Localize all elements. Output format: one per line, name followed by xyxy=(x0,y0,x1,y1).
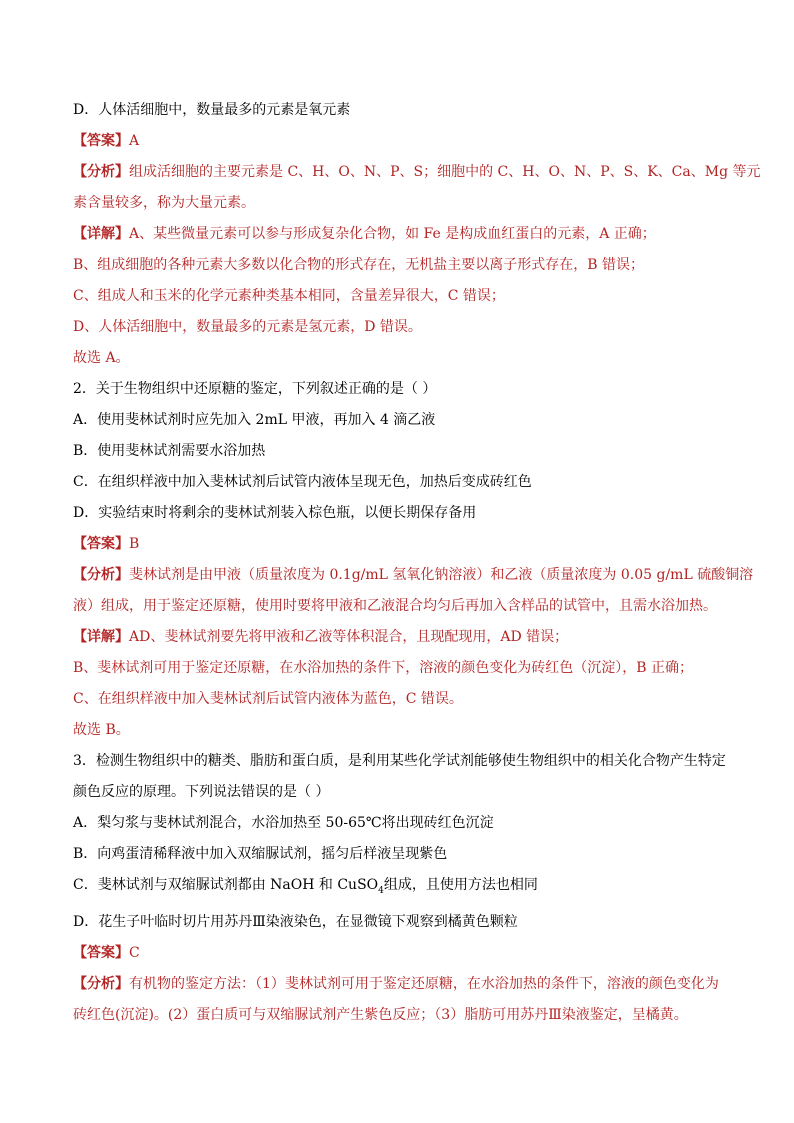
analysis-text: 组成活细胞的主要元素是 C、H、O、N、P、S；细胞中的 C、H、O、N、P、S、K、Ca、Mg 等元 xyxy=(129,164,761,180)
q1-analysis-line-2: 素含量较多，称为大量元素。 xyxy=(73,195,255,211)
analysis-tag: 【分析】 xyxy=(73,975,129,992)
detail-tag: 【详解】 xyxy=(73,226,129,242)
q2-analysis-line-1 xyxy=(73,566,754,584)
q2-conclusion: 故选 B。 xyxy=(73,722,130,738)
q3-stem-line-2: 颜色反应的原理。下列说法错误的是（ ） xyxy=(73,784,330,800)
q1-answer xyxy=(73,132,727,150)
detail-tag: 【详解】 xyxy=(73,629,129,645)
q1-detail-line-2: B、组成细胞的各种元素大多数以化合物的形式存在，无机盐主要以离子形式存在，B 错误； xyxy=(73,257,645,273)
q3-stem-line-1: 3．检测生物组织中的糖类、脂肪和蛋白质，是利用某些化学试剂能够使生物组织中的相关化合物产生特定 xyxy=(73,753,726,769)
answer-value: C xyxy=(129,944,140,961)
analysis-text: 斐林试剂是由甲液（质量浓度为 0.1g/mL 氢氧化钠溶液）和乙液（质量浓度为 0.05 g/mL 硫酸铜溶 xyxy=(129,567,754,583)
q2-option-d: D．实验结束时将剩余的斐林试剂装入棕色瓶，以便长期保存备用 xyxy=(73,505,477,521)
detail-text: AD、斐林试剂要先将甲液和乙液等体积混合，且现配现用，AD 错误； xyxy=(129,629,569,645)
q1-conclusion: 故选 A。 xyxy=(73,350,130,366)
answer-tag: 【答案】 xyxy=(73,536,129,552)
q1-detail-line-4: D、人体活细胞中，数量最多的元素是氢元素，D 错误。 xyxy=(73,319,422,335)
q3-option-c xyxy=(73,876,727,900)
q2-detail-line-1 xyxy=(73,628,727,646)
q3-analysis-line-1 xyxy=(73,975,727,993)
answer-tag: 【答案】 xyxy=(73,944,129,961)
q3-option-a: A．梨匀浆与斐林试剂混合，水浴加热至 50-65℃将出现砖红色沉淀 xyxy=(73,815,494,831)
answer-tag: 【答案】 xyxy=(73,133,129,149)
q2-stem: 2．关于生物组织中还原糖的鉴定，下列叙述正确的是（ ） xyxy=(73,381,437,397)
detail-text: A、某些微量元素可以参与形成复杂化合物，如 Fe 是构成血红蛋白的元素，A 正确； xyxy=(129,226,656,242)
q1-analysis-line-1 xyxy=(73,163,761,181)
q2-analysis-line-2: 液）组成，用于鉴定还原糖，使用时要将甲液和乙液混合均匀后再加入含样品的试管中，且需水浴加热。 xyxy=(73,598,717,614)
q1-option-d: D．人体活细胞中，数量最多的元素是氧元素 xyxy=(73,102,351,118)
q1-detail-line-3: C、组成人和玉米的化学元素种类基本相同，含量差异很大，C 错误； xyxy=(73,288,505,304)
q3-option-c-text: C．斐林试剂与双缩脲试剂都由 NaOH 和 CuSO xyxy=(73,877,379,893)
analysis-text: 有机物的鉴定方法：（1）斐林试剂可用于鉴定还原糖，在水浴加热的条件下，溶液的颜色变化为 xyxy=(129,975,719,992)
answer-value: B xyxy=(129,536,140,552)
q2-option-b: B．使用斐林试剂需要水浴加热 xyxy=(73,443,266,459)
q3-analysis-line-2: 砖红色(沉淀)。(2）蛋白质可与双缩脲试剂产生紫色反应；（3）脂肪可用苏丹Ⅲ染液鉴定，呈橘黄。 xyxy=(73,1006,688,1023)
q1-detail-line-1 xyxy=(73,225,727,243)
answer-value: A xyxy=(129,133,140,149)
q2-option-c: C．在组织样液中加入斐林试剂后试管内液体呈现无色，加热后变成砖红色 xyxy=(73,474,532,490)
analysis-tag: 【分析】 xyxy=(73,164,129,180)
q3-option-c-text-end: 组成，且使用方法也相同 xyxy=(383,877,538,893)
q3-answer xyxy=(73,944,727,962)
document-body xyxy=(73,101,761,1037)
q2-answer xyxy=(73,535,727,553)
analysis-tag: 【分析】 xyxy=(73,567,129,583)
q2-detail-line-3: C、在组织样液中加入斐林试剂后试管内液体为蓝色，C 错误。 xyxy=(73,691,463,707)
q3-option-b: B．向鸡蛋清稀释液中加入双缩脲试剂，摇匀后样液呈现紫色 xyxy=(73,846,448,862)
q2-detail-line-2: B、斐林试剂可用于鉴定还原糖，在水浴加热的条件下，溶液的颜色变化为砖红色（沉淀），B 正确； xyxy=(73,660,694,676)
q2-option-a: A．使用斐林试剂时应先加入 2mL 甲液，再加入 4 滴乙液 xyxy=(73,412,436,428)
q3-option-d: D．花生子叶临时切片用苏丹Ⅲ染液染色，在显微镜下观察到橘黄色颗粒 xyxy=(73,913,518,930)
subscript-4: 4 xyxy=(378,885,384,896)
